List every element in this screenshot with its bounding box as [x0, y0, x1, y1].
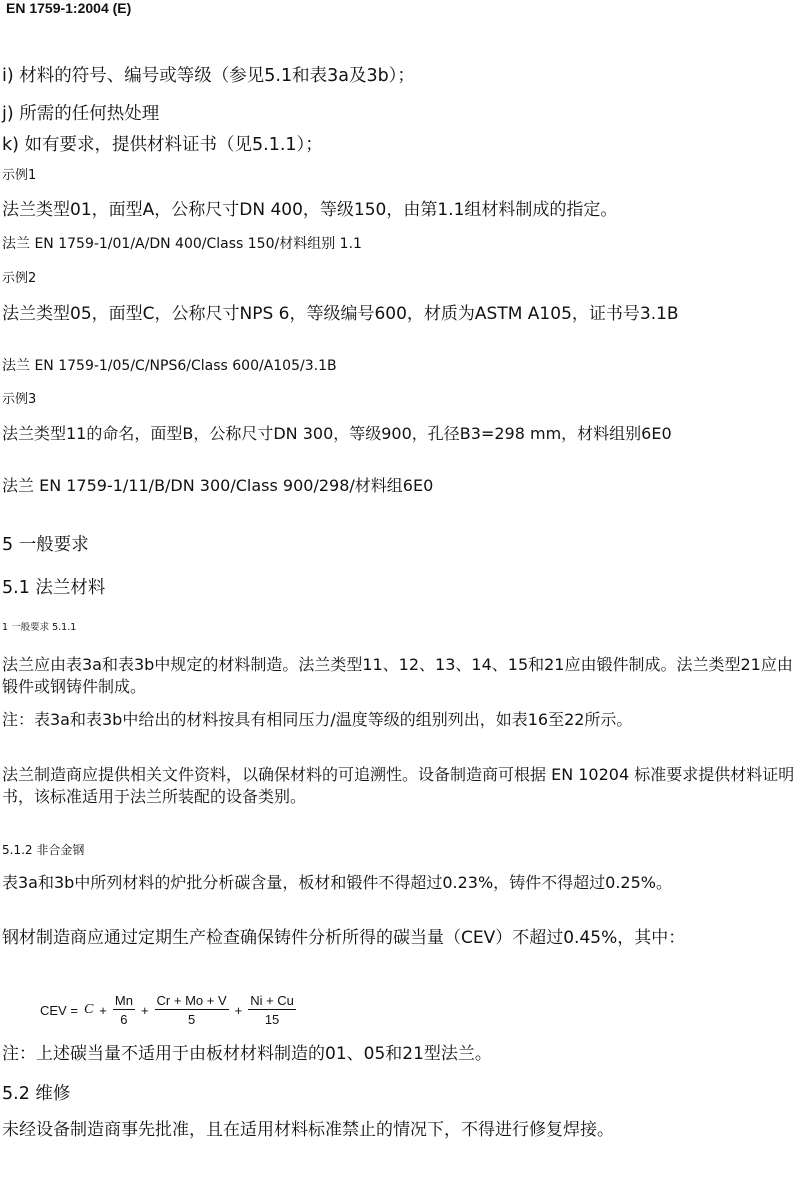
paragraph-materials: 法兰应由表3a和表3b中规定的材料制造。法兰类型11、12、13、14、15和21应由锻件制成。法兰类型21应由锻件或钢铸件制成。 [2, 655, 793, 696]
example-2-label: 示例2 [2, 271, 37, 286]
formula-plus: + [234, 1002, 243, 1018]
fraction-ni-cu [248, 993, 296, 1027]
example-3-code: 法兰 EN 1759-1/11/B/DN 300/Class 900/298/材料组6E0 [2, 476, 434, 495]
fraction-numerator: Cr + Mo + V [156, 993, 227, 1008]
example-1-code: 法兰 EN 1759-1/01/A/DN 400/Class 150/材料组别 1.1 [2, 236, 362, 252]
section-5-1-1-heading: 1 一般要求 5.1.1 [2, 622, 77, 633]
paragraph-repair: 未经设备制造商事先批准，且在适用材料标准禁止的情况下，不得进行修复焊接。 [2, 1120, 614, 1140]
fraction-denominator: 5 [187, 1012, 196, 1027]
fraction-denominator: 15 [264, 1012, 280, 1027]
example-2-code: 法兰 EN 1759-1/05/C/NPS6/Class 600/A105/3.1B [2, 358, 337, 374]
formula-c: C [83, 1002, 94, 1017]
paragraph-carbon: 表3a和3b中所列材料的炉批分析碳含量，板材和锻件不得超过0.23%，铸件不得超过0.25%。 [2, 873, 672, 892]
example-3-text: 法兰类型11的命名，面型B，公称尺寸DN 300，等级900，孔径B3=298 mm，材料组别6E0 [2, 424, 672, 443]
fraction-denominator: 6 [120, 1012, 128, 1027]
section-5-1-2-heading: 5.1.2 非合金钢 [2, 843, 85, 857]
list-item-j: j) 所需的任何热处理 [2, 104, 160, 124]
fraction-cr-mo-v [155, 993, 229, 1027]
list-item-k: k) 如有要求，提供材料证书（见5.1.1）； [2, 135, 323, 155]
paragraph-traceability: 法兰制造商应提供相关文件资料，以确保材料的可追溯性。设备制造商可根据 EN 10204 标准要求提供材料证明书，该标准适用于法兰所装配的设备类别。 [2, 765, 795, 806]
fraction-numerator: Mn [114, 993, 133, 1008]
note-2: 注：上述碳当量不适用于由板材材料制造的01、05和21型法兰。 [2, 1044, 492, 1064]
formula-lhs: CEV = [40, 1002, 78, 1018]
formula-plus: + [99, 1002, 107, 1018]
cev-formula [40, 990, 296, 1030]
section-5-1-heading: 5.1 法兰材料 [2, 578, 106, 598]
section-5-2-heading: 5.2 维修 [2, 1084, 71, 1104]
document-header: EN 1759-1:2004 (E) [6, 0, 132, 16]
paragraph-cev: 钢材制造商应通过定期生产检查确保铸件分析所得的碳当量（CEV）不超过0.45%，其中： [2, 928, 686, 948]
section-5-heading: 5 一般要求 [2, 535, 89, 555]
note-1: 注：表3a和表3b中给出的材料按具有相同压力/温度等级的组别列出，如表16至22所示。 [2, 710, 633, 729]
fraction-numerator: Ni + Cu [250, 993, 294, 1008]
formula-plus: + [140, 1002, 149, 1018]
example-1-text: 法兰类型01，面型A，公称尺寸DN 400，等级150，由第1.1组材料制成的指定。 [2, 200, 618, 220]
example-1-label: 示例1 [2, 168, 37, 183]
example-2-text: 法兰类型05，面型C，公称尺寸NPS 6，等级编号600，材质为ASTM A105，证书号3.1B [2, 304, 679, 324]
example-3-label: 示例3 [2, 392, 37, 407]
list-item-i: i) 材料的符号、编号或等级（参见5.1和表3a及3b）； [2, 66, 415, 86]
fraction-mn [113, 993, 135, 1027]
